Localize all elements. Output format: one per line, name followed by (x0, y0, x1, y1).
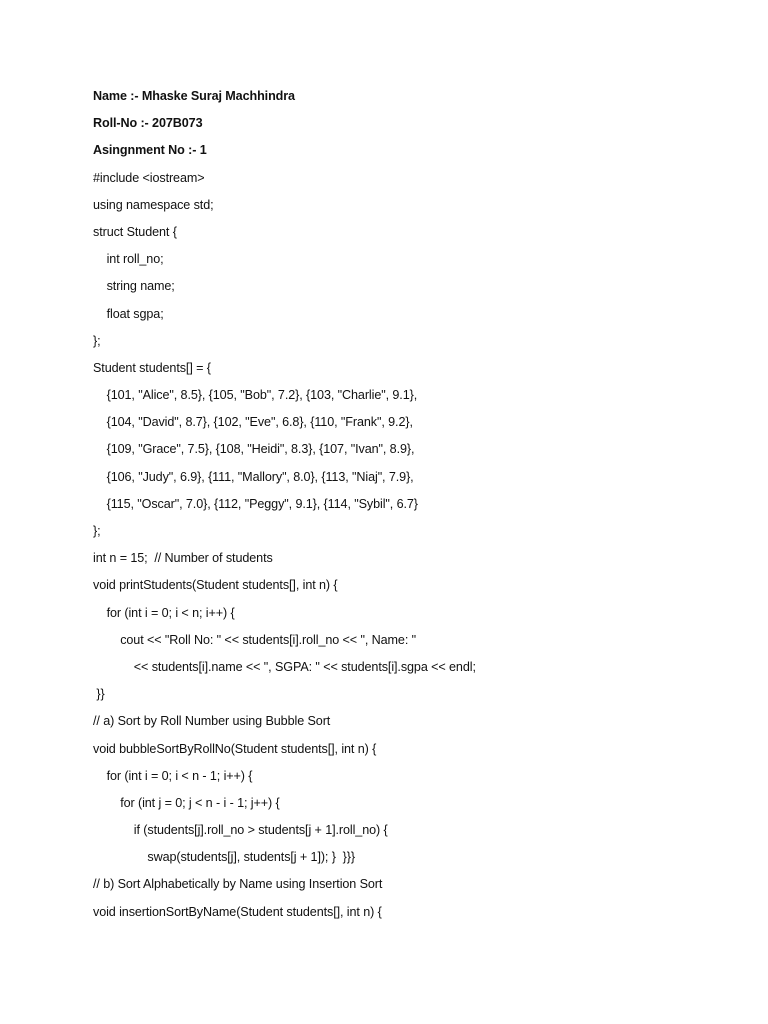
code-line: void insertionSortByName(Student students[], int n) { (93, 904, 382, 919)
roll-number-heading: Roll-No :- 207B073 (93, 116, 203, 131)
code-line: int roll_no; (93, 252, 164, 267)
code-line: {115, "Oscar", 7.0}, {112, "Peggy", 9.1}, {114, "Sybil", 6.7} (93, 496, 418, 511)
code-line: }} (93, 687, 105, 702)
code-line: float sgpa; (93, 306, 164, 321)
code-line: }; (93, 524, 101, 538)
code-listing (93, 168, 733, 929)
code-line: // a) Sort by Roll Number using Bubble Sort (93, 714, 331, 729)
student-name-heading: Name :- Mhaske Suraj Machhindra (93, 89, 295, 103)
code-line: struct Student { (93, 224, 177, 239)
code-line: // b) Sort Alphabetically by Name using Insertion Sort (93, 877, 383, 892)
code-line: #include <iostream> (93, 170, 205, 185)
code-line: for (int i = 0; i < n; i++) { (93, 605, 235, 620)
code-line: using namespace std; (93, 197, 214, 212)
code-line: cout << "Roll No: " << students[i].roll_no << ", Name: " (93, 632, 416, 647)
code-line: {104, "David", 8.7}, {102, "Eve", 6.8}, {110, "Frank", 9.2}, (93, 415, 413, 430)
code-line: << students[i].name << ", SGPA: " << students[i].sgpa << endl; (93, 659, 476, 674)
code-line: void printStudents(Student students[], int n) { (93, 578, 338, 593)
code-line: {106, "Judy", 6.9}, {111, "Mallory", 8.0}, {113, "Niaj", 7.9}, (93, 469, 414, 484)
code-line: int n = 15; // Number of students (93, 551, 273, 566)
code-line: for (int j = 0; j < n - i - 1; j++) { (93, 795, 280, 810)
code-line: swap(students[j], students[j + 1]); } }}} (93, 850, 355, 865)
code-line: for (int i = 0; i < n - 1; i++) { (93, 768, 253, 783)
document-body (93, 86, 733, 929)
code-line: Student students[] = { (93, 360, 211, 375)
code-line: void bubbleSortByRollNo(Student students[], int n) { (93, 741, 377, 756)
code-line: if (students[j].roll_no > students[j + 1].roll_no) { (93, 823, 388, 838)
code-line: }; (93, 333, 101, 348)
code-line: {109, "Grace", 7.5}, {108, "Heidi", 8.3}, {107, "Ivan", 8.9}, (93, 442, 415, 457)
code-line: {101, "Alice", 8.5}, {105, "Bob", 7.2}, {103, "Charlie", 9.1}, (93, 388, 418, 403)
code-line: string name; (93, 279, 175, 294)
assignment-number-heading: Asingnment No :- 1 (93, 143, 207, 158)
